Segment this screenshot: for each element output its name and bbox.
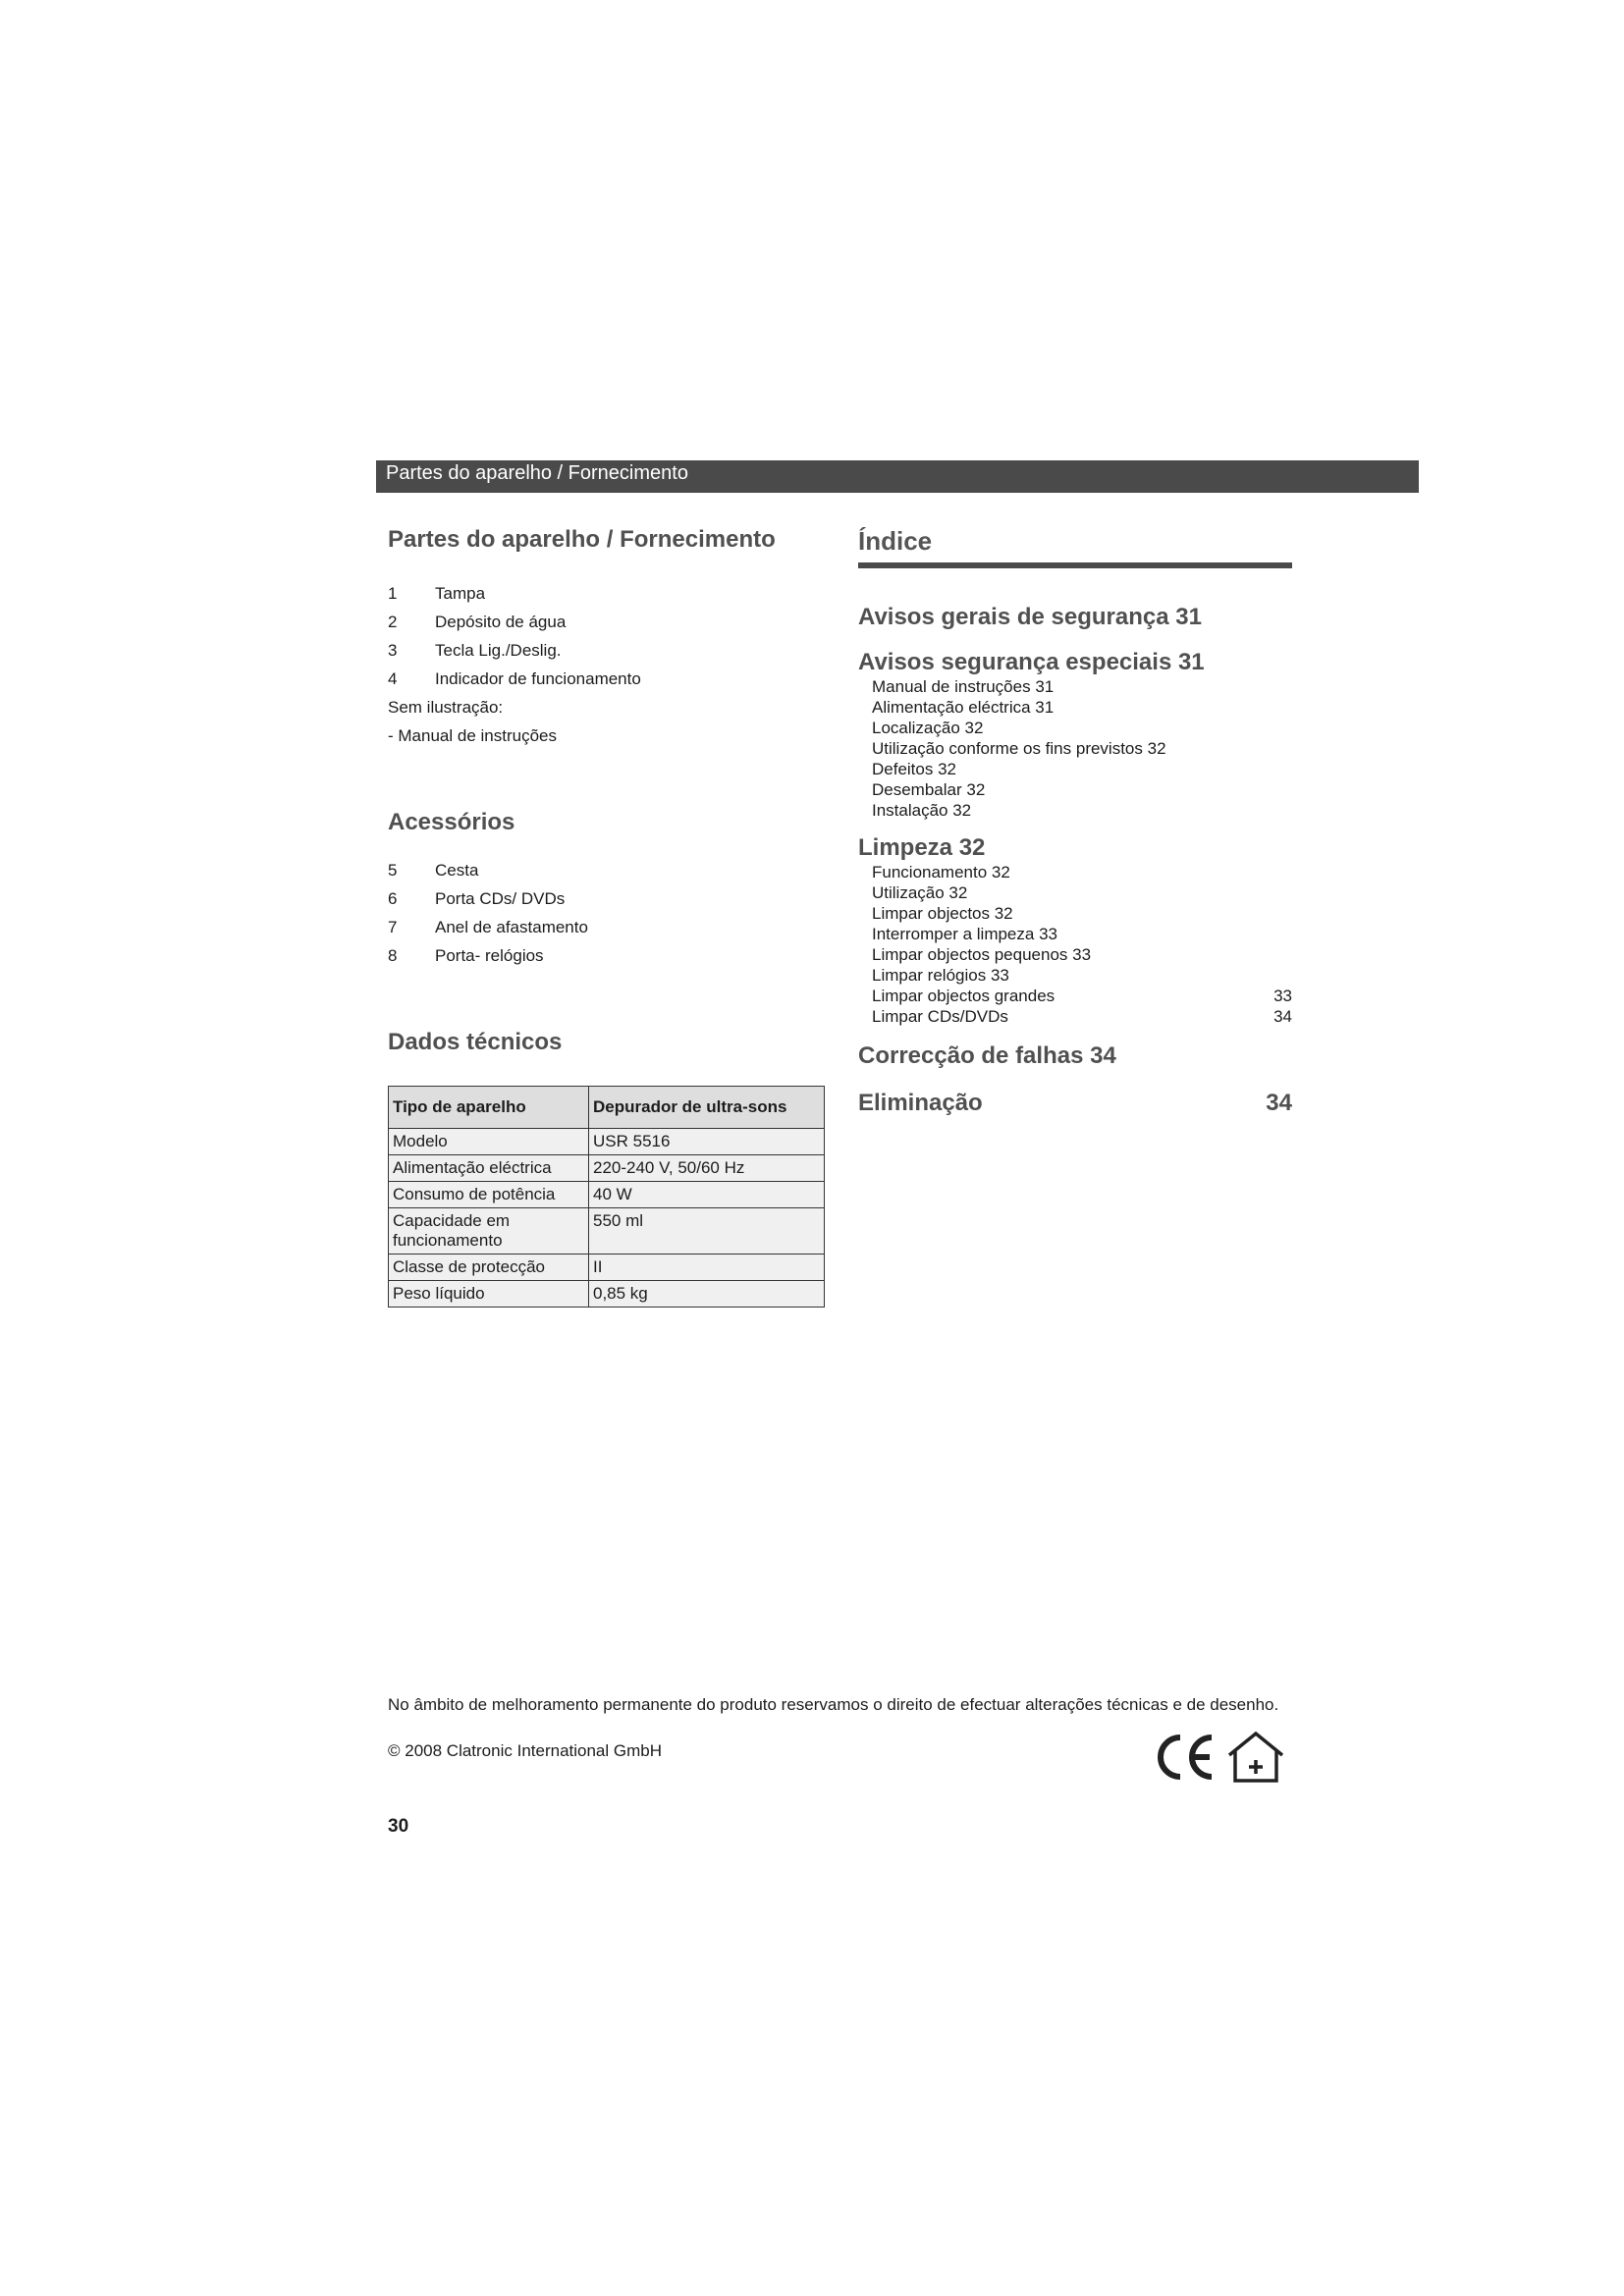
toc-subitem: Manual de instruções 31 (872, 677, 1055, 696)
table-cell: 0,85 kg (589, 1281, 825, 1308)
left-column (388, 526, 830, 1308)
table-cell: Consumo de potência (389, 1182, 589, 1208)
page-number: 30 (388, 1816, 409, 1837)
toc-subitem: Utilização 32 (872, 883, 968, 902)
list-item: 4 Indicador de funcionamento (388, 668, 641, 688)
toc-subitem: Limpar objectos pequenos 33 (872, 945, 1092, 964)
parts-list (388, 579, 830, 693)
certification-marks (1151, 1728, 1293, 1787)
accessories-list (388, 856, 830, 970)
table-header-cell: Depurador de ultra-sons (589, 1087, 825, 1129)
toc-cleaning-list (858, 862, 1292, 1027)
ce-mark-icon (1161, 1737, 1212, 1777)
toc-subitem: Desembalar 32 (872, 780, 986, 799)
list-item: 1 Tampa (388, 583, 486, 603)
toc-subitem: Localização 32 (872, 719, 984, 737)
table-row (389, 1208, 825, 1255)
list-item: 7 Anel de afastamento (388, 917, 588, 936)
list-item: 2 Depósito de água (388, 612, 567, 631)
toc-subitem: Limpar objectos 32 (872, 904, 1013, 923)
accessories-title: Acessórios (388, 809, 515, 835)
manual-item: - Manual de instruções (388, 726, 557, 745)
toc-subitem: Utilização conforme os fins previstos 32 (872, 739, 1166, 758)
toc-subitem: Alimentação eléctrica 31 (872, 698, 1055, 717)
toc-subitem: Limpar CDs/DVDs 34 (872, 1007, 1292, 1026)
tech-data-table (388, 1086, 825, 1308)
toc-entry-troubleshooting: Correcção de falhas 34 (858, 1042, 1116, 1069)
toc-title: Índice (858, 526, 1292, 568)
toc-entry-special-safety: Avisos segurança especiais 31 (858, 649, 1205, 675)
footer-note: No âmbito de melhoramento permanente do produto reservamos o direito de efectuar alterações técnicas e de desenho. (388, 1695, 1279, 1714)
toc-special-list (858, 676, 1292, 821)
table-cell: 550 ml (589, 1208, 825, 1255)
toc-subitem: Defeitos 32 (872, 760, 956, 778)
copyright: © 2008 Clatronic International GmbH (388, 1741, 662, 1760)
toc-entry-disposal: Eliminação 34 (858, 1090, 1292, 1116)
table-cell: 220-240 V, 50/60 Hz (589, 1155, 825, 1182)
table-row (389, 1155, 825, 1182)
toc-subitem: Instalação 32 (872, 801, 972, 820)
toc-entry-general-safety: Avisos gerais de segurança 31 (858, 604, 1202, 630)
toc-subitem: Limpar objectos grandes 33 (872, 987, 1292, 1005)
indoor-use-house-icon (1229, 1734, 1282, 1781)
toc-column (858, 526, 1292, 1117)
table-row (389, 1281, 825, 1308)
list-item: 3 Tecla Lig./Deslig. (388, 640, 562, 660)
table-cell: Peso líquido (389, 1281, 589, 1308)
list-item: 8 Porta- relógios (388, 945, 544, 965)
toc-entry-cleaning: Limpeza 32 (858, 834, 986, 861)
table-header-cell: Tipo de aparelho (389, 1087, 589, 1129)
list-item: 6 Porta CDs/ DVDs (388, 888, 566, 908)
table-cell: USR 5516 (589, 1129, 825, 1155)
table-row (389, 1182, 825, 1208)
table-row (389, 1255, 825, 1281)
table-cell: Classe de protecção (389, 1255, 589, 1281)
page-header-bar: Partes do aparelho / Fornecimento (376, 460, 1419, 493)
table-cell: Capacidade em funcionamento (389, 1208, 589, 1255)
toc-subitem: Interromper a limpeza 33 (872, 925, 1057, 943)
table-cell: Modelo (389, 1129, 589, 1155)
parts-title: Partes do aparelho / Fornecimento (388, 526, 776, 553)
table-cell: Alimentação eléctrica (389, 1155, 589, 1182)
list-item: 5 Cesta (388, 860, 479, 880)
table-cell: II (589, 1255, 825, 1281)
certification-marks-svg (1151, 1728, 1293, 1787)
toc-subitem: Limpar relógios 33 (872, 966, 1009, 985)
tech-title: Dados técnicos (388, 1029, 563, 1055)
toc-subitem: Funcionamento 32 (872, 863, 1010, 881)
without-illustration-label: Sem ilustração: (388, 698, 504, 717)
table-header-row (389, 1087, 825, 1129)
table-cell: 40 W (589, 1182, 825, 1208)
table-row (389, 1129, 825, 1155)
